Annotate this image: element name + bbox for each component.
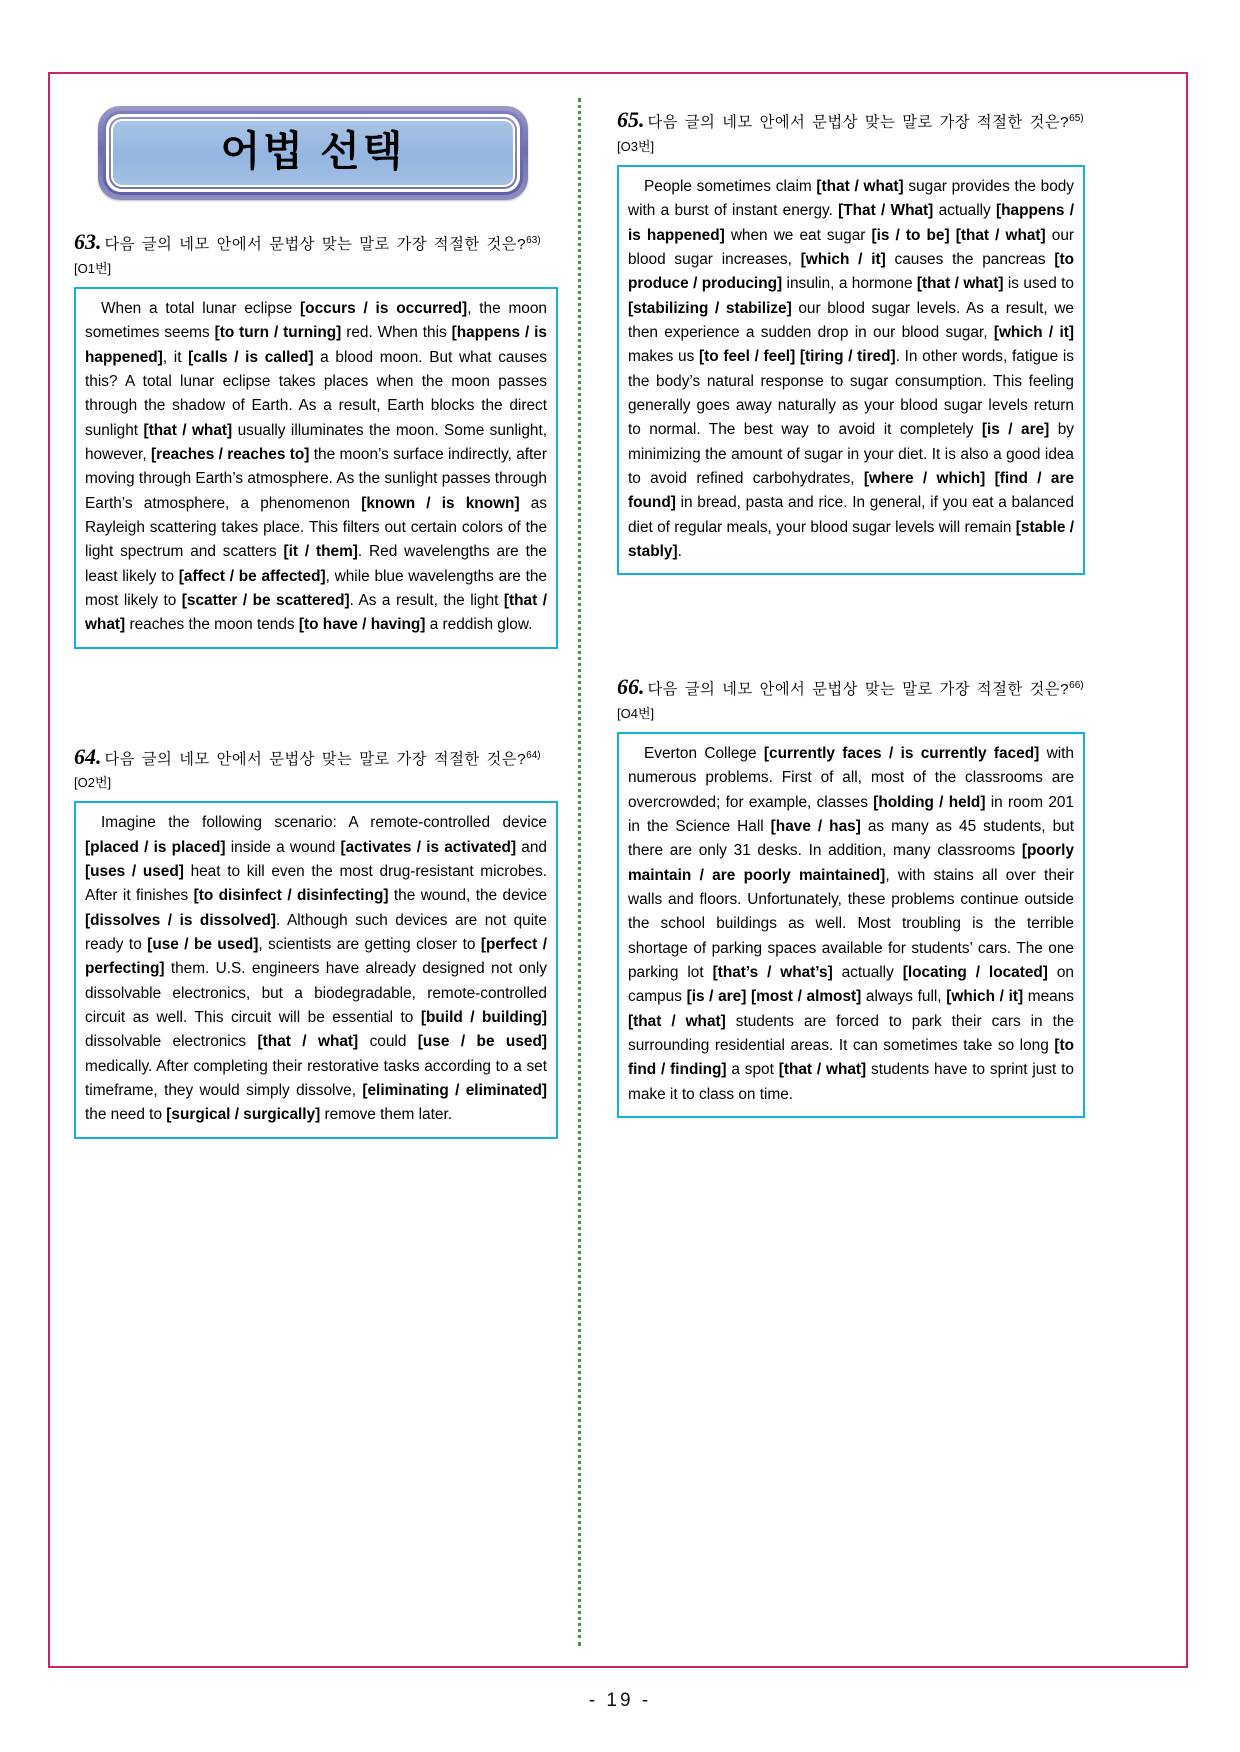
question-prompt-66: 다음 글의 네모 안에서 문법상 맞는 말로 가장 적절한 것은? <box>647 681 1070 699</box>
page-footer <box>0 1690 1240 1712</box>
banner-layer-4 <box>109 117 517 189</box>
two-column-layout <box>74 92 1162 1656</box>
question-block-63 <box>74 226 558 649</box>
question-prompt-65: 다음 글의 네모 안에서 문법상 맞는 말로 가장 적절한 것은? <box>647 114 1070 131</box>
question-block-65 <box>617 104 1085 575</box>
question-header-66 <box>617 671 1085 725</box>
question-number-64: 64. <box>74 743 102 769</box>
banner-core <box>113 121 513 185</box>
question-tag-65: [O3번] <box>617 138 655 154</box>
question-superscript-66: 66) <box>1069 680 1084 692</box>
banner-title-text: 어법 선택 <box>220 128 406 174</box>
question-number-65: 65. <box>617 107 645 132</box>
banner-layer-5 <box>111 119 515 187</box>
question-block-64 <box>74 741 558 1139</box>
question-header-64 <box>74 741 558 795</box>
question-block-66 <box>617 671 1085 1118</box>
question-header-63 <box>74 226 558 280</box>
question-number-66: 66. <box>617 674 645 700</box>
passage-box-66 <box>617 732 1085 1118</box>
question-header-65 <box>617 104 1085 158</box>
passage-text-64: Imagine the following scenario: A remote-controlled device [placed / is placed] inside a wound [activates / is activated] and [uses / used] heat to kill even the most drug-resistant microbes. After it finishes [to disinfect / disinfecting] the wound, the device [dissolves / is dissolved]. Although such devices are not quite ready to [use / be used], scientists are getting closer to [perfect / perfecting] them. U.S. engineers have already designed not only dissolvable electronics, but a biodegradable, remote-controlled circuit as well. This circuit will be essential to [build / building] dissolvable electronics [that / what] could [use / be used] medically. After completing their restorative tasks according to a set timeframe, they would simply dissolve, [eliminating / eliminated] the need to [surgical / surgically] remove them later. <box>85 814 548 1124</box>
right-column <box>595 92 1085 1656</box>
passage-text-66: Everton College [currently faces / is currently faced] with numerous problems. First of all, most of the classrooms are overcrowded; for example, classes [holding / held] in room 201 in the Science Hall [have / has] as many as 45 students, but there are only 31 desks. In addition, many classrooms [poorly maintain / are poorly maintained], with stains all over their walls and floors. Unfortunately, these problems continue outside the school buildings as well. Most troubling is the terrible shortage of parking spaces available for students’ cars. The one parking lot [that’s / what’s] actually [locating / located] on campus [is / are] [most / almost] always full, [which / it] means [that / what] students are forced to park their cars in the surrounding residential areas. It can sometimes take so long [to find / finding] a spot [that / what] students have to sprint just to make it to class on time. <box>628 745 1074 1103</box>
passage-text-65: People sometimes claim [that / what] sugar provides the body with a burst of instant energy. [That / What] actually [happens / is happened] when we eat sugar [is / to be] [that / what] our blood sugar increases, [which / it] causes the pancreas [to produce / producing] insulin, a hormone [that / what] is used to [stabilizing / stabilize] our blood sugar levels. As a result, we then experience a sudden drop in our blood sugar, [which / it] makes us [to feel / feel] [tiring / tired]. In other words, fatigue is the body’s natural response to sugar consumption. This feeling generally goes away naturally as your blood sugar levels return to normal. The best way to avoid it completely [is / are] by minimizing the amount of sugar in your diet. It is also a good idea to avoid refined carbohydrates, [where / which] [find / are found] in bread, pasta and rice. In general, if you eat a balanced diet of regular meals, your blood sugar levels will remain [stable / stably]. <box>628 177 1075 560</box>
banner-layer-outer <box>98 106 528 200</box>
passage-box-63 <box>74 287 558 649</box>
passage-text-63: When a total lunar eclipse [occurs / is occurred], the moon sometimes seems [to turn / turning] red. When this [happens / is happened], it [calls / is called] a blood moon. But what causes this? A total lunar eclipse takes places when the moon passes through the shadow of Earth. As a result, Earth blocks the direct sunlight [that / what] usually illuminates the moon. Some sunlight, however, [reaches / reaches to] the moon’s surface indirectly, after moving through Earth’s atmosphere. As the sunlight passes through Earth’s atmosphere, a phenomenon [known / is known] as Rayleigh scattering takes place. This filters out certain colors of the light spectrum and scatters [it / them]. Red wavelengths are the least likely to [affect / be affected], while blue wavelengths are the most likely to [scatter / be scattered]. As a result, the light [that / what] reaches the moon tends [to have / having] a reddish glow. <box>85 299 547 634</box>
page-border-frame <box>48 72 1188 1668</box>
page-content-area <box>50 74 1186 1666</box>
passage-box-64 <box>74 801 558 1138</box>
question-tag-63: [O1번] <box>74 260 112 276</box>
left-column <box>74 92 564 1656</box>
question-prompt-64: 다음 글의 네모 안에서 문법상 맞는 말로 가장 적절한 것은? <box>104 750 527 768</box>
question-tag-64: [O2번] <box>74 775 112 791</box>
banner-layer-3 <box>106 114 520 192</box>
question-superscript-65: 65) <box>1069 112 1084 124</box>
passage-box-65 <box>617 165 1085 575</box>
column-divider <box>578 98 581 1646</box>
question-tag-66: [O4번] <box>617 706 655 722</box>
section-title-banner <box>98 106 528 200</box>
banner-layer-2 <box>103 111 523 195</box>
question-superscript-64: 64) <box>526 749 541 761</box>
page-number: - 19 - <box>588 1690 652 1711</box>
question-superscript-63: 63) <box>526 234 541 246</box>
question-number-63: 63. <box>74 229 102 255</box>
question-prompt-63: 다음 글의 네모 안에서 문법상 맞는 말로 가장 적절한 것은? <box>104 236 527 254</box>
